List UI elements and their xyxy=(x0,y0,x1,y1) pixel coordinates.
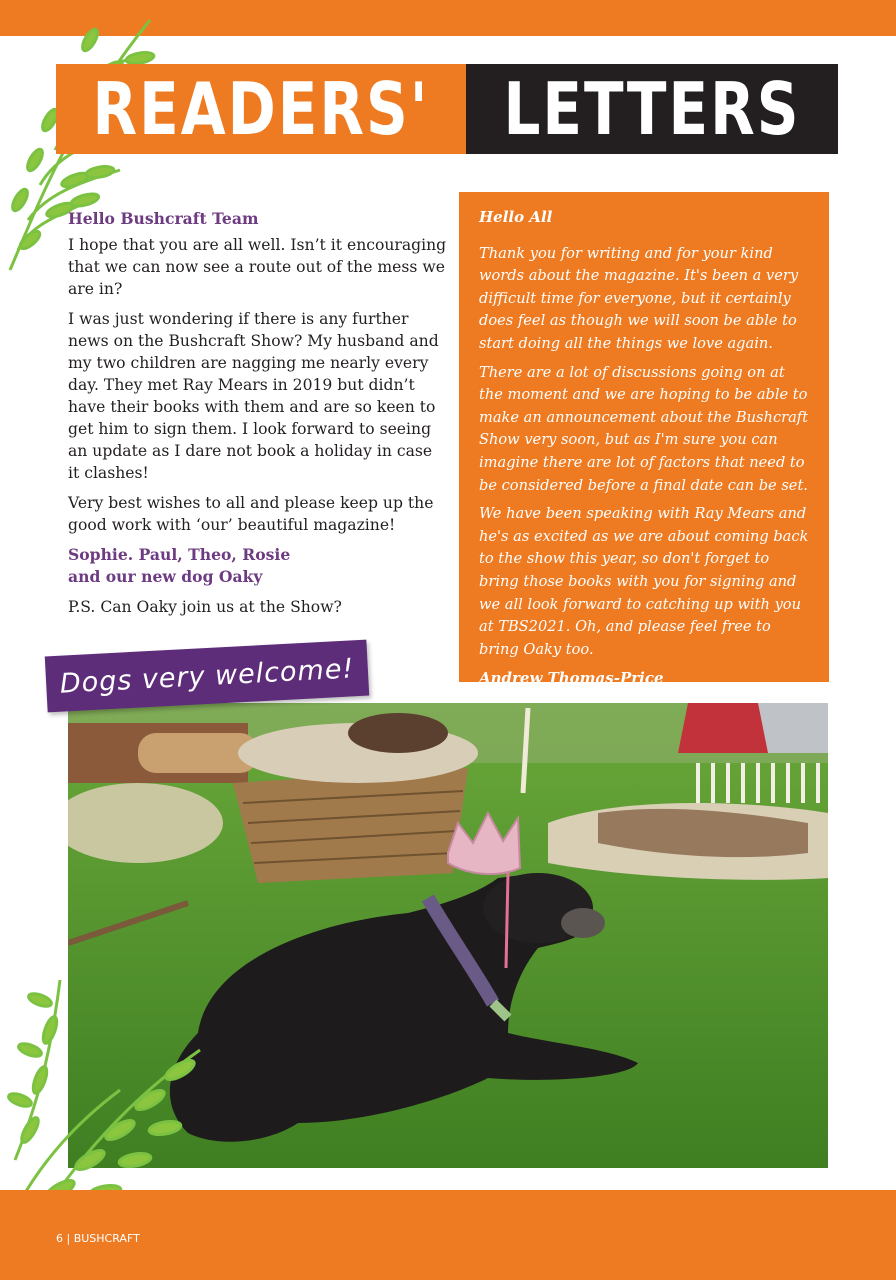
reply-paragraph-2: There are a lot of discussions going on at the moment and we are hoping to be able to make an announcement about the Bushcraft Show very soon, but as I'm sure you can imagine there are lot of factors that need to be considered before a final date can be set. xyxy=(479,363,809,494)
reply-paragraph-3: We have been speaking with Ray Mears and he's as excited as we are about coming back to the show this year, so don't forget to bring those books with you for signing and we all look forward to catching up with you at TBS2021. Oh, and please feel free to bring Oaky too. xyxy=(479,505,809,658)
banner-letters xyxy=(466,64,838,154)
reply-signature: Andrew Thomas-Price xyxy=(479,669,664,688)
letter-signature-line1: Sophie. Paul, Theo, Rosie xyxy=(68,545,291,564)
reader-letter xyxy=(68,208,448,626)
dogs-welcome-tag: Dogs very welcome! xyxy=(45,640,369,713)
letter-signature xyxy=(68,544,448,588)
banner-readers-text: READERS' xyxy=(92,66,430,152)
editor-reply-box xyxy=(459,192,829,688)
banner-letters-text: LETTERS xyxy=(503,66,801,152)
letter-paragraph-1: I hope that you are all well. Isn’t it encouraging that we can now see a route out of the mess we are in? xyxy=(68,236,447,298)
letter-greeting: Hello Bushcraft Team xyxy=(68,209,259,228)
letter-signature-line2: and our new dog Oaky xyxy=(68,567,263,586)
banner-readers xyxy=(56,64,466,154)
reply-paragraph-1: Thank you for writing and for your kind words about the magazine. It's been a very difficult time for everyone, but it certainly does feel as though we will soon be able to start doing all the things we love again. xyxy=(479,244,799,352)
letter-paragraph-3: Very best wishes to all and please keep up the good work with ‘our’ beautiful magazine! xyxy=(68,494,434,534)
letter-paragraph-2: I was just wondering if there is any further news on the Bushcraft Show? My husband and my two children are nagging me nearly every day. They met Ray Mears in 2019 but didn’t have their books with them and are so keen to get him to sign them. I look forward to seeing an update as I dare not book a holiday in case it clashes! xyxy=(68,310,439,482)
letter-ps: P.S. Can Oaky join us at the Show? xyxy=(68,598,342,616)
page-footer: 6 | BUSHCRAFT xyxy=(56,1232,140,1245)
title-banner xyxy=(56,64,838,154)
reply-greeting: Hello All xyxy=(479,208,553,226)
